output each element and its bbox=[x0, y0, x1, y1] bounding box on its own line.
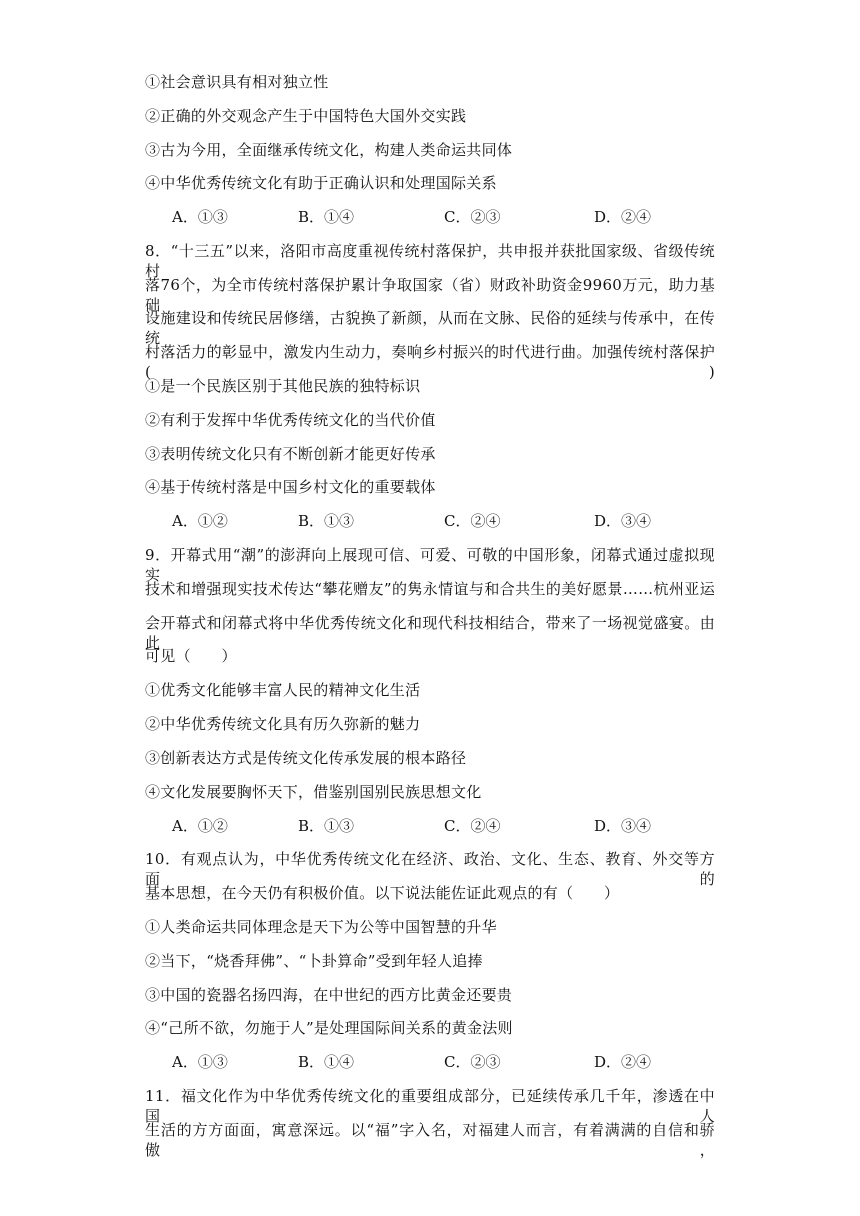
q11-stem-line-2: 生活的方方面面，寓意深远。以“福”字入名，对福建人而言，有着满满的自信和骄傲， bbox=[145, 1121, 715, 1159]
q7-option-b[interactable]: B．①④ bbox=[298, 208, 355, 226]
q9-item-2: ②中华优秀传统文化具有历久弥新的魅力 bbox=[145, 715, 421, 733]
q9-stem-line-2: 技术和增强现实技术传达“攀花赠友”的隽永情谊与和合共生的美好愿景……杭州亚运 bbox=[145, 580, 715, 598]
q8-option-c[interactable]: C．②④ bbox=[444, 512, 501, 530]
q7-item-2: ②正确的外交观念产生于中国特色大国外交实践 bbox=[145, 107, 467, 125]
q9-item-3: ③创新表达方式是传统文化传承发展的根本路径 bbox=[145, 749, 467, 767]
q10-stem-line-1: 10．有观点认为，中华优秀传统文化在经济、政治、文化、生态、教育、外交等方面的 bbox=[145, 850, 715, 888]
q8-stem-line-3: 设施建设和传统民居修缮，古貌换了新颜，从而在文脉、民俗的延续与传承中，在传统 bbox=[145, 309, 715, 347]
q9-stem-line-1: 9．开幕式用“潮”的澎湃向上展现可信、可爱、可敬的中国形象，闭幕式通过虚拟现实 bbox=[145, 546, 715, 584]
q9-stem-line-3: 会开幕式和闭幕式将中华优秀传统文化和现代科技相结合，带来了一场视觉盛宴。由此 bbox=[145, 614, 715, 652]
q10-option-d[interactable]: D．②④ bbox=[594, 1053, 652, 1071]
q7-item-1: ①社会意识具有相对独立性 bbox=[145, 73, 329, 91]
q10-option-c[interactable]: C．②③ bbox=[444, 1053, 501, 1071]
q7-option-a[interactable]: A．①③ bbox=[172, 208, 228, 226]
q8-stem-line-4: 村落活力的彰显中，激发内生动力，奏响乡村振兴的时代进行曲。加强传统村落保护( ) bbox=[145, 343, 715, 381]
q8-option-d[interactable]: D．③④ bbox=[594, 512, 652, 530]
q10-option-b[interactable]: B．①④ bbox=[298, 1053, 355, 1071]
q10-option-a[interactable]: A．①③ bbox=[172, 1053, 228, 1071]
q9-option-b[interactable]: B．①③ bbox=[298, 817, 355, 835]
q8-item-3: ③表明传统文化只有不断创新才能更好传承 bbox=[145, 445, 436, 463]
q8-item-1: ①是一个民族区别于其他民族的独特标识 bbox=[145, 377, 421, 395]
q8-stem-line-1: 8．“十三五”以来，洛阳市高度重视传统村落保护，共申报并获批国家级、省级传统村 bbox=[145, 242, 715, 280]
q7-item-3: ③古为今用，全面继承传统文化，构建人类命运共同体 bbox=[145, 141, 513, 159]
q7-option-d[interactable]: D．②④ bbox=[594, 208, 652, 226]
q8-option-b[interactable]: B．①③ bbox=[298, 512, 355, 530]
q7-item-4: ④中华优秀传统文化有助于正确认识和处理国际关系 bbox=[145, 174, 497, 192]
q10-item-2: ②当下，“烧香拜佛”、“卜卦算命”受到年轻人追捧 bbox=[145, 952, 483, 970]
q8-stem-line-2: 落76个，为全市传统村落保护累计争取国家（省）财政补助资金9960万元，助力基础 bbox=[145, 276, 715, 314]
q9-stem-line-4: 可见（ ） bbox=[145, 647, 237, 665]
q10-item-4: ④“己所不欲，勿施于人”是处理国际间关系的黄金法则 bbox=[145, 1019, 513, 1037]
q8-item-4: ④基于传统村落是中国乡村文化的重要载体 bbox=[145, 478, 436, 496]
q9-item-1: ①优秀文化能够丰富人民的精神文化生活 bbox=[145, 681, 421, 699]
q9-option-d[interactable]: D．③④ bbox=[594, 817, 652, 835]
q10-stem-line-2: 基本思想，在今天仍有积极价值。以下说法能佐证此观点的有（ ） bbox=[145, 884, 620, 902]
q11-stem-line-1: 11．福文化作为中华优秀传统文化的重要组成部分，已延续传承几千年，渗透在中国人 bbox=[145, 1087, 715, 1125]
q8-item-2: ②有利于发挥中华优秀传统文化的当代价值 bbox=[145, 411, 436, 429]
q10-item-3: ③中国的瓷器名扬四海，在中世纪的西方比黄金还要贵 bbox=[145, 986, 513, 1004]
q9-option-a[interactable]: A．①② bbox=[172, 817, 228, 835]
q9-option-c[interactable]: C．②④ bbox=[444, 817, 501, 835]
q7-option-c[interactable]: C．②③ bbox=[444, 208, 501, 226]
q9-item-4: ④文化发展要胸怀天下，借鉴别国别民族思想文化 bbox=[145, 783, 482, 801]
q10-item-1: ①人类命运共同体理念是天下为公等中国智慧的升华 bbox=[145, 918, 497, 936]
q8-option-a[interactable]: A．①② bbox=[172, 512, 228, 530]
